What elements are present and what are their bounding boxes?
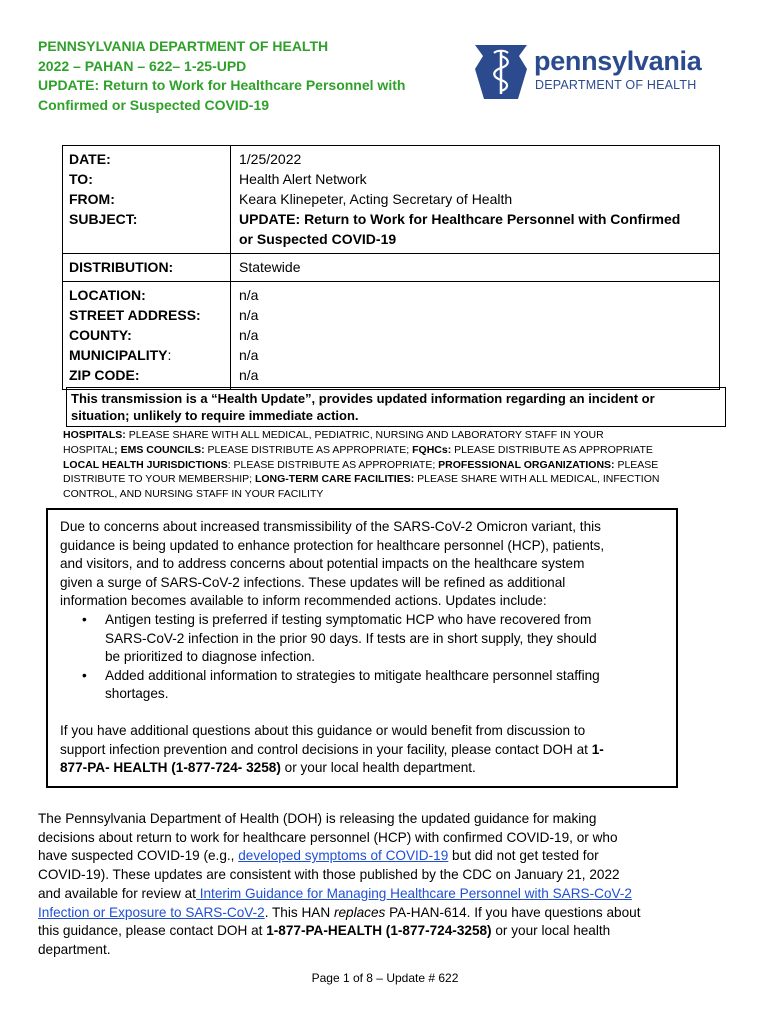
interim-guidance-link[interactable]: Interim Guidance for Managing Healthcare Personnel with SARS-CoV-2 [195,885,632,901]
title-line: UPDATE: Return to Work for Healthcare Personnel with [38,77,406,93]
subject-label: SUBJECT: [69,211,138,227]
summary-line: guidance is being updated to enhance protection for healthcare personnel (HCP), patients, [60,537,605,553]
body-paragraph: The Pennsylvania Department of Health (DOH) is releasing the updated guidance for making decisions about return to work for healthcare personnel (HCP) with confirmed COVID-19, or who have suspected COVID-19 (e.g., developed symptoms of COVID-19 but did not get tested for COVID-19). These updates are consistent with those published by the CDC on January 21, 2022 and available for review at Interim Guidance for Managing Healthcare Personnel with SARS-CoV-2 Infection or Exposure to SARS-CoV-2. This HAN replaces PA-HAN-614. If you have questions about this guidance, please contact DOH at 1-877-PA-HEALTH (1-877-724-3258) or your local health department. [38,811,641,957]
summary-line: and visitors, and to address concerns about potential impacts on the healthcare system [60,556,585,572]
street-label: STREET ADDRESS: [69,307,201,323]
table-row [63,146,720,254]
bullet-icon: • [82,667,87,683]
county-value: n/a [239,327,259,343]
municipality-label: MUNICIPALITY: [69,347,172,363]
table-row [63,282,720,390]
keystone-icon [472,44,530,100]
logo-subtitle: DEPARTMENT OF HEALTH [535,78,697,92]
title-line: Confirmed or Suspected COVID-19 [38,96,270,113]
title-line: 2022 – PAHAN – 622– 1-25-UPD [38,57,247,74]
subject-value: UPDATE: Return to Work for Healthcare Personnel with Confirmed [239,211,681,227]
page-footer: Page 1 of 8 – Update # 622 [311,971,459,985]
summary-box [46,508,678,788]
summary-line: information becomes available to inform recommended actions. Updates include: [60,593,547,609]
from-label: FROM: [69,191,115,207]
pa-health-logo [472,44,732,100]
list-item: • Antigen testing is preferred if testing symptomatic HCP who have recovered from SARS-CoV-2 infection in the prior 90 days. If tests are in short supply, they should be prioritized to diagnose infection. [82,611,597,665]
summary-line: Due to concerns about increased transmissibility of the SARS-CoV-2 Omicron variant, this [60,519,601,534]
field-labels [63,146,231,254]
street-value: n/a [239,307,259,323]
distribution-value: Statewide [239,259,301,275]
zip-value: n/a [239,367,259,383]
location-label: LOCATION: [69,287,146,303]
municipality-value: n/a [239,347,259,363]
symptoms-link[interactable]: developed symptoms of COVID-19 [238,848,449,864]
subject-value: or Suspected COVID-19 [239,231,397,247]
location-value: n/a [239,287,259,303]
interim-guidance-link-cont[interactable]: Infection or Exposure to SARS-CoV-2 [38,904,265,920]
field-values [231,146,720,254]
county-label: COUNTY: [69,327,132,343]
table-row [63,254,720,282]
from-value: Keara Klinepeter, Acting Secretary of Health [239,191,513,207]
distribution-label: DISTRIBUTION: [69,259,174,275]
bullet-icon: • [82,611,87,627]
memo-header-table [62,145,720,390]
to-value: Health Alert Network [239,171,367,187]
contact-line: If you have additional questions about this guidance or would benefit from discussion to [60,722,586,738]
zip-label: ZIP CODE: [69,367,140,383]
date-value: 1/25/2022 [239,151,302,167]
summary-line: given a surge of SARS-CoV-2 infections. These updates will be refined as additional [60,574,566,590]
transmission-notice: This transmission is a “Health Update”, provides updated information regarding an incident or situation; unlikely to require immediate action. [66,387,726,427]
list-item: • Added additional information to strategies to mitigate healthcare personnel staffing shortages. [82,667,600,702]
date-label: DATE: [69,151,111,167]
title-line: PENNSYLVANIA DEPARTMENT OF HEALTH [38,38,329,54]
to-label: TO: [69,171,93,187]
logo-wordmark: pennsylvania [534,46,702,76]
document-title [38,37,468,115]
contact-line: support infection prevention and control decisions in your facility, please contact DOH at 1- [60,741,604,757]
distribution-notice: HOSPITALS: PLEASE SHARE WITH ALL MEDICAL, PEDIATRIC, NURSING AND LABORATORY STAFF IN YOUR HOSPITAL; EMS COUNCILS: PLEASE DISTRIBUTE AS APPROPRIATE; FQHCs: PLEASE DISTRIBUTE AS APPROPRIATE LOCAL HEALTH JURISDICTIONS: PLEASE DISTRIBUTE AS APPROPRIATE; PROFESSIONAL ORGANIZATIONS: PLEASE DISTRIBUTE TO YOUR MEMBERSHIP; LONG-TERM CARE FACILITIES: PLEASE SHARE WITH ALL MEDICAL, INFECTION CONTROL, AND NURSING STAFF IN YOUR FACILITY [63,429,660,501]
contact-line: 877-PA- HEALTH (1-877-724- 3258) or your local health department. [60,760,476,776]
